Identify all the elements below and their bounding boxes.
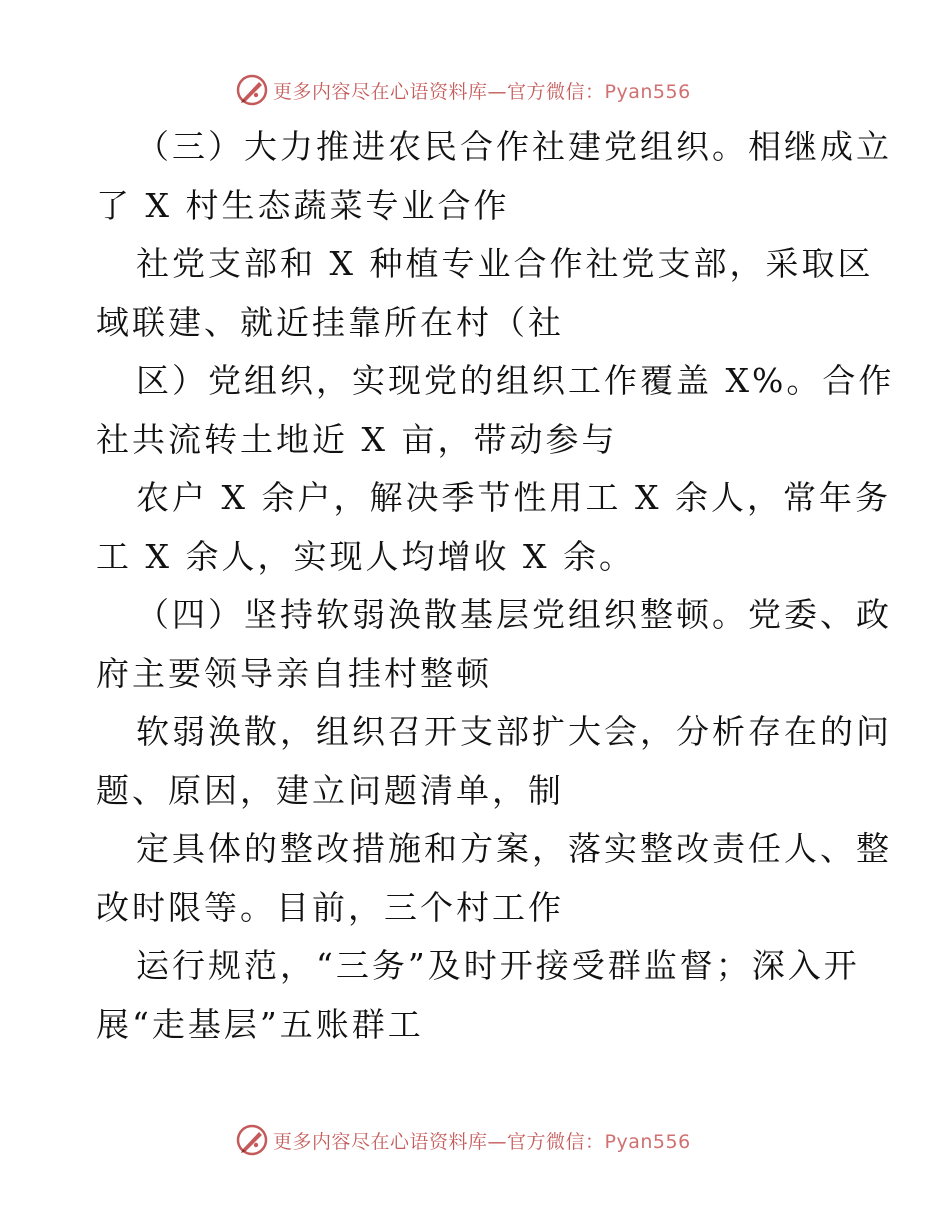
text-line: 展“走基层”五账群工 [96,1004,424,1044]
pen-logo-icon [235,1123,269,1157]
text-line: 府主要领导亲自挂村整顿 [96,653,492,693]
text-line: 工 X 余人，实现人均增收 X 余。 [96,536,635,576]
text-line: 软弱涣散，组织召开支部扩大会，分析存在的问 [136,712,892,751]
text-line: 区）党组织，实现党的组织工作覆盖 X%。合作 [136,361,895,400]
text-line: （三）大力推进农民合作社建党组织。相继成立 [136,127,892,166]
text-line: 改时限等。目前，三个村工作 [96,887,564,927]
watermark-wechat-id: Pyan556 [604,80,691,103]
text-line: 运行规范，“三务”及时开接受群监督；深入开 [136,946,860,985]
pen-logo-icon [235,73,269,107]
text-line: 社共流转土地近 X 亩，带动参与 [96,419,618,459]
footer-watermark [235,1120,691,1160]
text-line: （四）坚持软弱涣散基层党组织整顿。党委、政 [136,595,892,634]
text-line: 域联建、就近挂靠所在村（社 [96,302,564,342]
text-line: 了 X 村生态蔬菜专业合作 [96,185,510,225]
watermark-text: 更多内容尽在心语资料库—官方微信：Pyan556 [273,80,691,103]
document-body [96,118,895,1054]
watermark-wechat-id: Pyan556 [604,1130,691,1153]
header-watermark [235,70,691,110]
text-line: 农户 X 余户，解决季节性用工 X 余人，常年务 [136,478,891,517]
text-line: 定具体的整改措施和方案，落实整改责任人、整 [136,829,892,868]
text-line: 社党支部和 X 种植专业合作社党支部，采取区 [136,244,874,283]
watermark-text: 更多内容尽在心语资料库—官方微信：Pyan556 [273,1130,691,1153]
text-line: 题、原因，建立问题清单，制 [96,770,564,810]
